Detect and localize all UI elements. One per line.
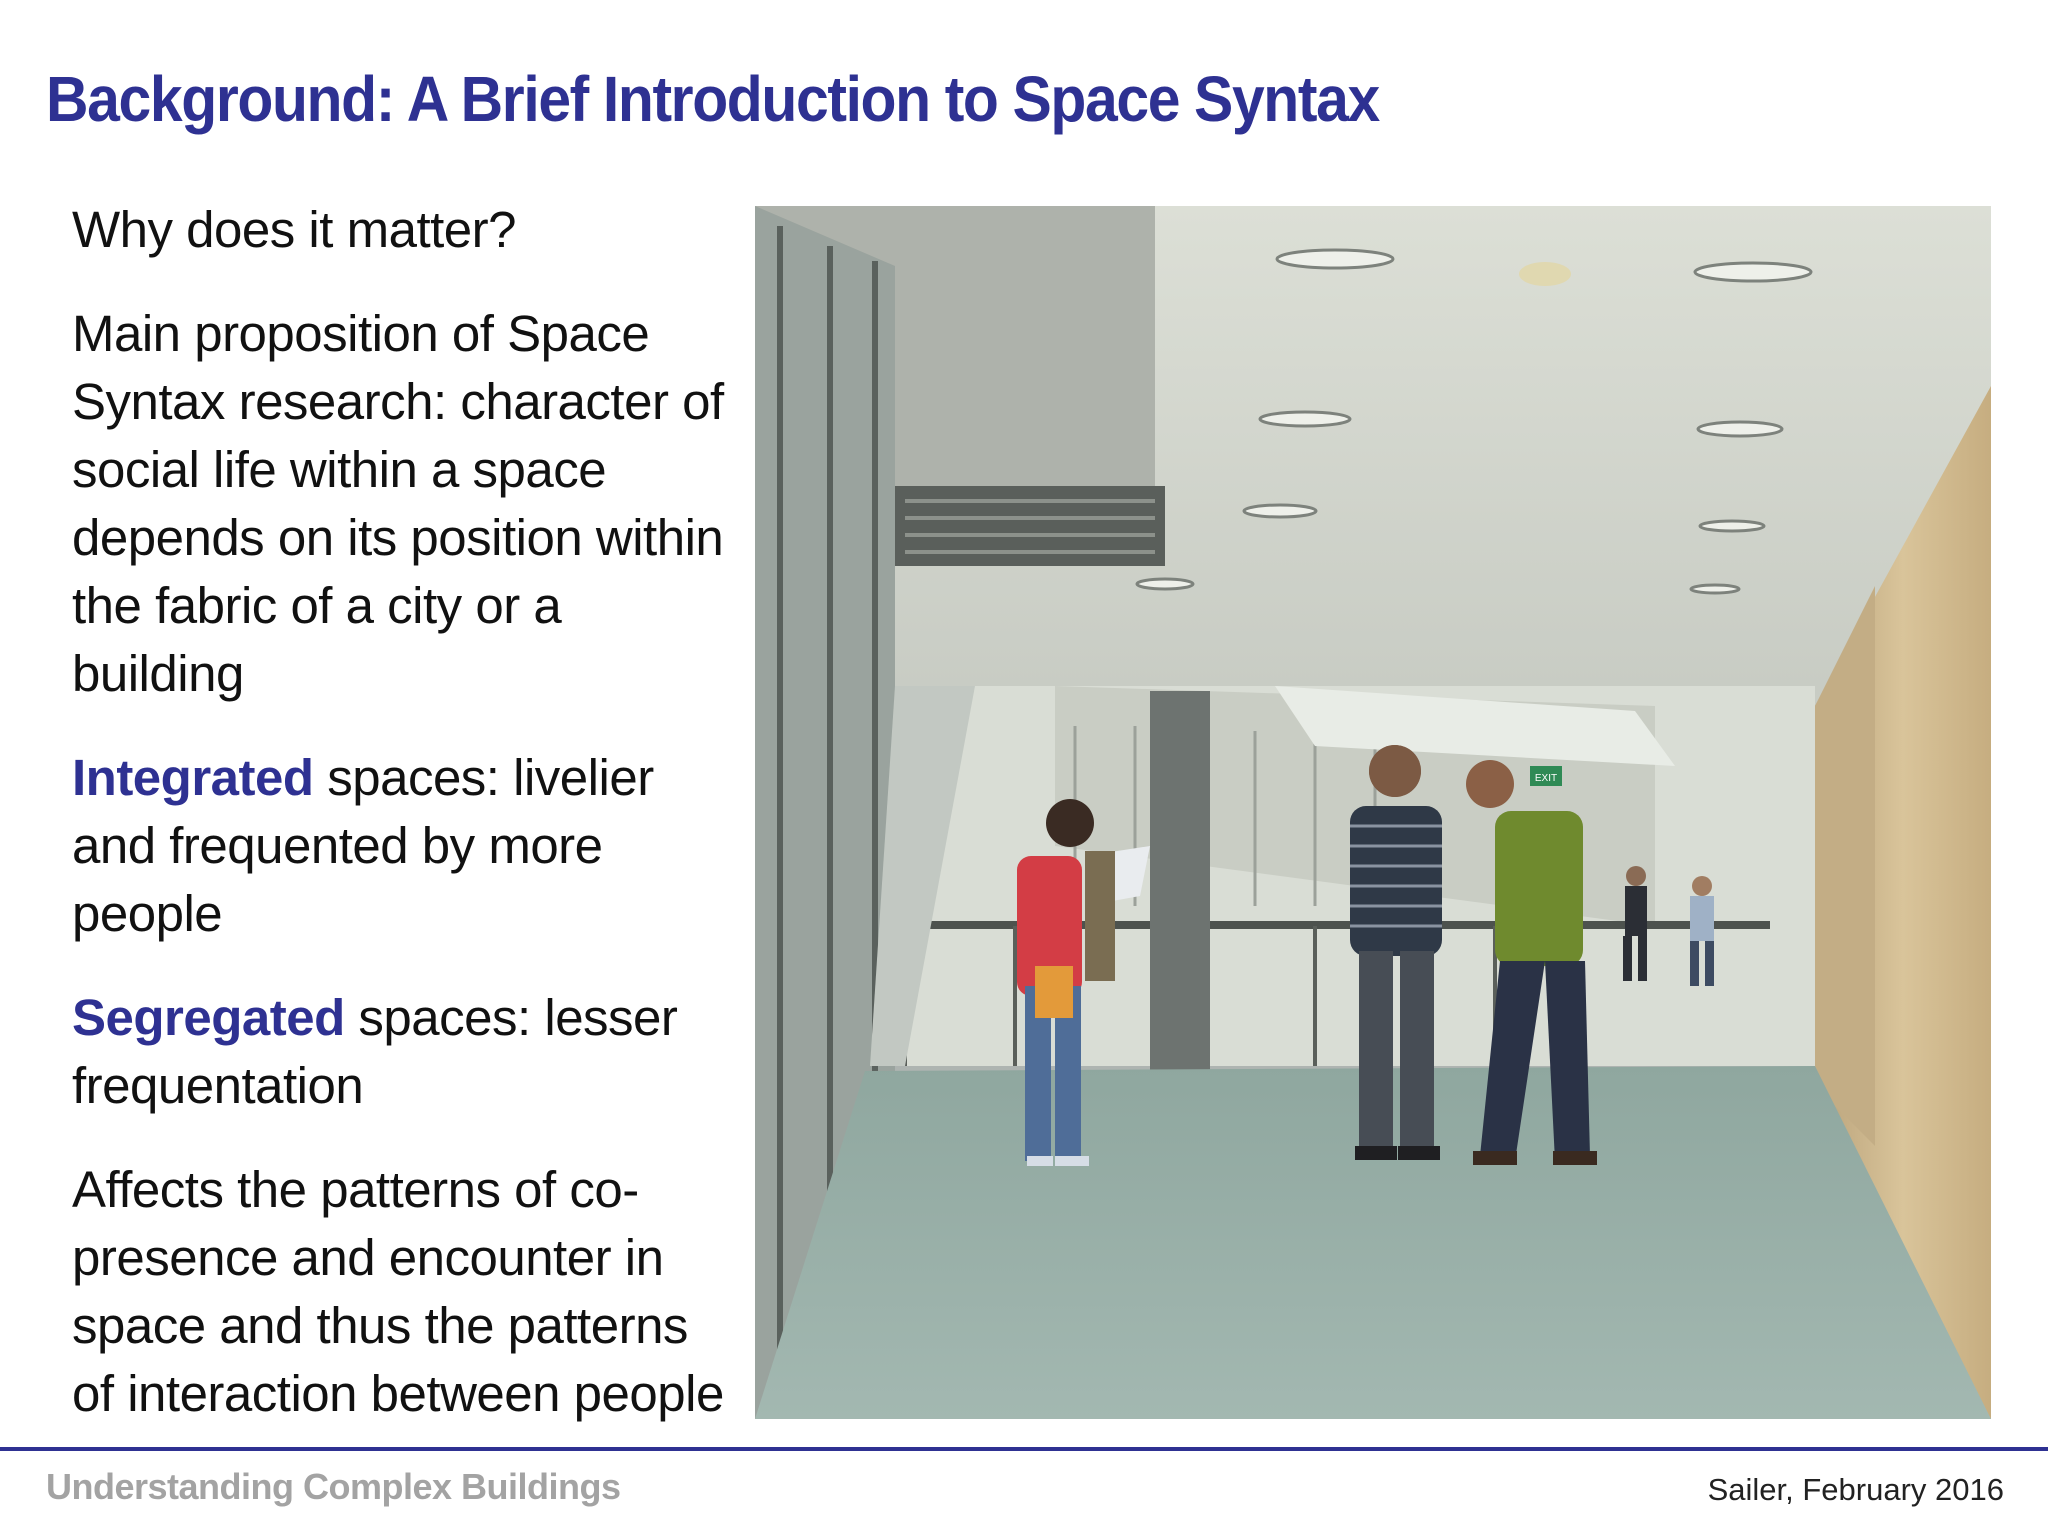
footer-course-title: Understanding Complex Buildings: [46, 1466, 621, 1507]
body-text: [72, 196, 732, 1464]
question-paragraph: Why does it matter?: [72, 201, 516, 258]
corridor-photo: [755, 206, 1991, 1419]
integrated-description: spaces: livelier and frequented by more people: [72, 749, 654, 942]
smoke-detector: [1519, 262, 1571, 286]
slide-title: Background: A Brief Introduction to Space Syntax: [46, 63, 1379, 135]
exit-sign-text: EXIT: [1534, 773, 1558, 784]
segregated-description: spaces: lesser frequentation: [72, 989, 678, 1114]
integrated-term: Integrated: [72, 749, 314, 806]
proposition-paragraph: Main proposition of Space Syntax research: character of social life within a space depends on its position within the fabric of a city or a building: [72, 305, 724, 702]
footer-divider: [0, 1447, 2048, 1451]
footer-author-date: Sailer, February 2016: [1707, 1472, 2004, 1507]
segregated-paragraph: [72, 984, 732, 1120]
integrated-paragraph: [72, 744, 732, 948]
effects-paragraph: Affects the patterns of co-presence and encounter in space and thus the patterns of interaction between people: [72, 1161, 724, 1422]
corridor-photo-illustration: [755, 206, 1991, 1419]
segregated-term: Segregated: [72, 989, 345, 1046]
concrete-column: [1150, 691, 1210, 1081]
